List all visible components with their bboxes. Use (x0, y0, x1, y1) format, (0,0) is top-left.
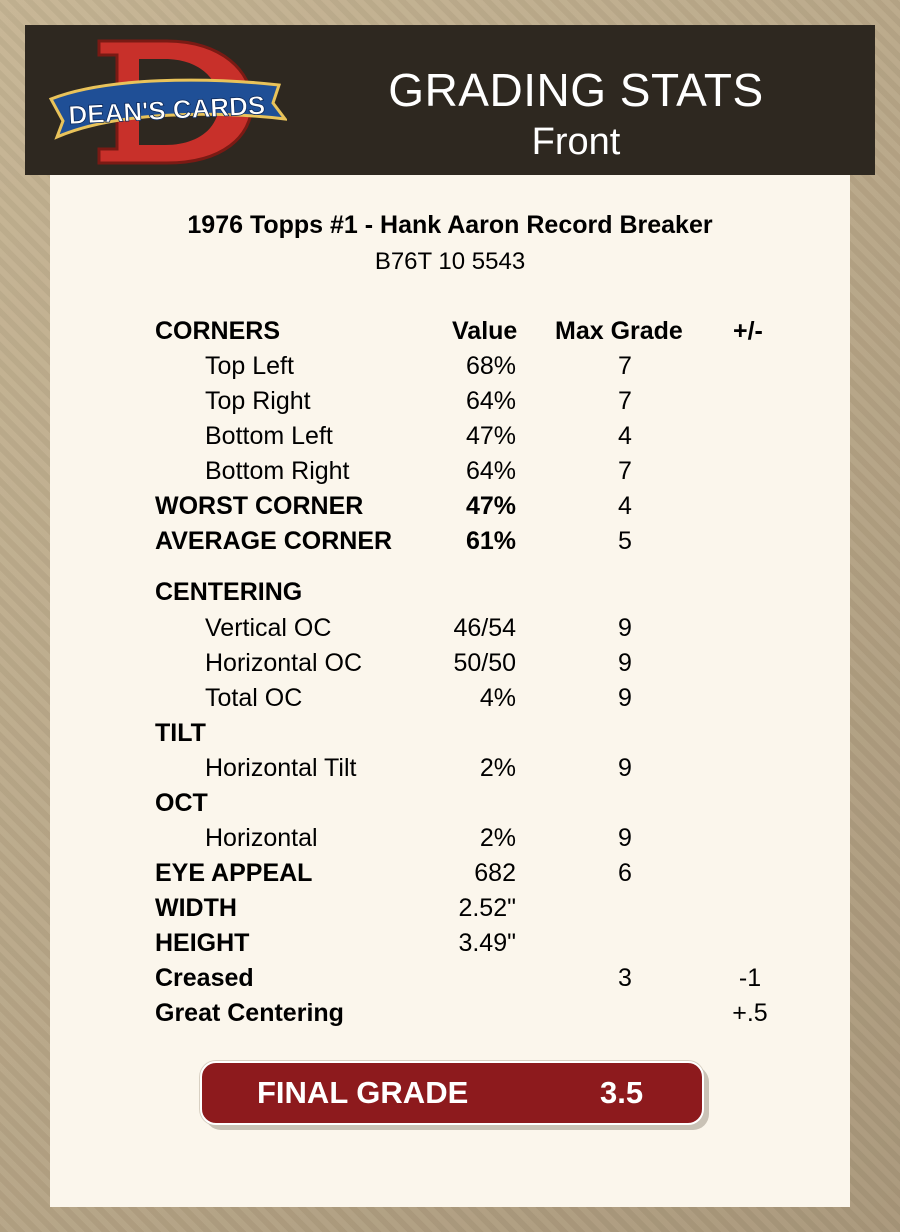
stat-row-vertical-oc (50, 614, 850, 648)
page-subtitle: Front (531, 121, 621, 163)
deans-cards-logo (47, 37, 287, 167)
stat-max-grade: 4 (618, 492, 632, 520)
stat-label: Total OC (205, 684, 303, 712)
stat-max-grade: 9 (618, 824, 632, 852)
stat-max-grade: 9 (618, 649, 632, 677)
stat-value: 68% (465, 352, 516, 380)
stat-row-great-centering (50, 999, 850, 1033)
stat-value: 4% (479, 684, 516, 712)
stat-row-top-right (50, 387, 850, 421)
stat-label: Creased (155, 964, 254, 992)
stat-max-grade: 5 (618, 527, 632, 555)
logo-text: DEAN'S CARDS (67, 89, 266, 131)
column-header-value: Value (452, 317, 518, 345)
column-header-plus-minus: +/- (733, 317, 763, 345)
stat-row-eye-appeal (50, 859, 850, 893)
column-header-max-grade: Max Grade (555, 317, 683, 345)
stat-row-centering (50, 578, 850, 612)
stat-max-grade: 9 (618, 754, 632, 782)
stat-label: Horizontal OC (205, 649, 362, 677)
stat-row-horizontal-tilt (50, 754, 850, 788)
stat-max-grade: 4 (618, 422, 632, 450)
stat-row-horizontal-oc (50, 649, 850, 683)
stat-value: 2.52" (458, 894, 516, 922)
stat-row-bottom-left (50, 422, 850, 456)
stat-row-oct (50, 789, 850, 823)
page-title: GRADING STATS (388, 64, 764, 116)
card-name: 1976 Topps #1 - Hank Aaron Record Breaker (187, 211, 713, 239)
stat-value: 682 (474, 859, 516, 887)
card-cert-number: B76T 10 5543 (374, 248, 526, 275)
stat-value: 47% (465, 492, 516, 520)
stat-label: Bottom Right (205, 457, 350, 485)
stat-value: 64% (465, 387, 516, 415)
stat-value: 64% (465, 457, 516, 485)
stat-row-creased (50, 964, 850, 998)
stat-label: Horizontal (205, 824, 318, 852)
stat-label: Vertical OC (205, 614, 332, 642)
stat-max-grade: 7 (618, 457, 632, 485)
stat-row-top-left (50, 352, 850, 386)
stat-value: 46/54 (453, 614, 516, 642)
stat-label: EYE APPEAL (155, 859, 313, 887)
stat-plus-minus: -1 (738, 964, 762, 992)
stat-label: Great Centering (155, 999, 344, 1027)
stat-max-grade: 9 (618, 614, 632, 642)
stat-row-height (50, 929, 850, 963)
stat-value: 2% (479, 824, 516, 852)
stat-label: Top Right (205, 387, 311, 415)
stat-label: CORNERS (155, 317, 281, 345)
stat-label: Top Left (205, 352, 294, 380)
stat-plus-minus: +.5 (732, 999, 768, 1027)
stat-value: 47% (465, 422, 516, 450)
stat-row-bottom-right (50, 457, 850, 491)
grading-card (50, 175, 850, 1207)
stat-value: 50/50 (453, 649, 516, 677)
stat-label: HEIGHT (155, 929, 250, 957)
stat-max-grade: 9 (618, 684, 632, 712)
stat-label: WORST CORNER (155, 492, 364, 520)
stat-row-tilt (50, 719, 850, 753)
stat-value: 3.49" (458, 929, 516, 957)
stat-max-grade: 7 (618, 352, 632, 380)
stat-row-total-oc (50, 684, 850, 718)
stat-row-average-corner (50, 527, 850, 561)
stat-label: TILT (155, 719, 206, 747)
stat-max-grade: 7 (618, 387, 632, 415)
stat-label: Bottom Left (205, 422, 333, 450)
stat-label: AVERAGE CORNER (155, 527, 393, 555)
header-bar (25, 25, 875, 175)
stat-label: WIDTH (155, 894, 237, 922)
final-grade-label: FINAL GRADE (257, 1075, 469, 1110)
stat-max-grade: 6 (618, 859, 632, 887)
stat-row-worst-corner (50, 492, 850, 526)
stat-row-corners (50, 317, 850, 351)
stat-label: Horizontal Tilt (205, 754, 357, 782)
stat-max-grade: 3 (618, 964, 632, 992)
stat-label: CENTERING (155, 578, 303, 606)
final-grade-banner (200, 1061, 704, 1125)
stat-label: OCT (155, 789, 208, 817)
stat-row-horizontal (50, 824, 850, 858)
stat-row-width (50, 894, 850, 928)
final-grade-value: 3.5 (600, 1075, 644, 1110)
stat-value: 61% (465, 527, 516, 555)
stat-value: 2% (479, 754, 516, 782)
